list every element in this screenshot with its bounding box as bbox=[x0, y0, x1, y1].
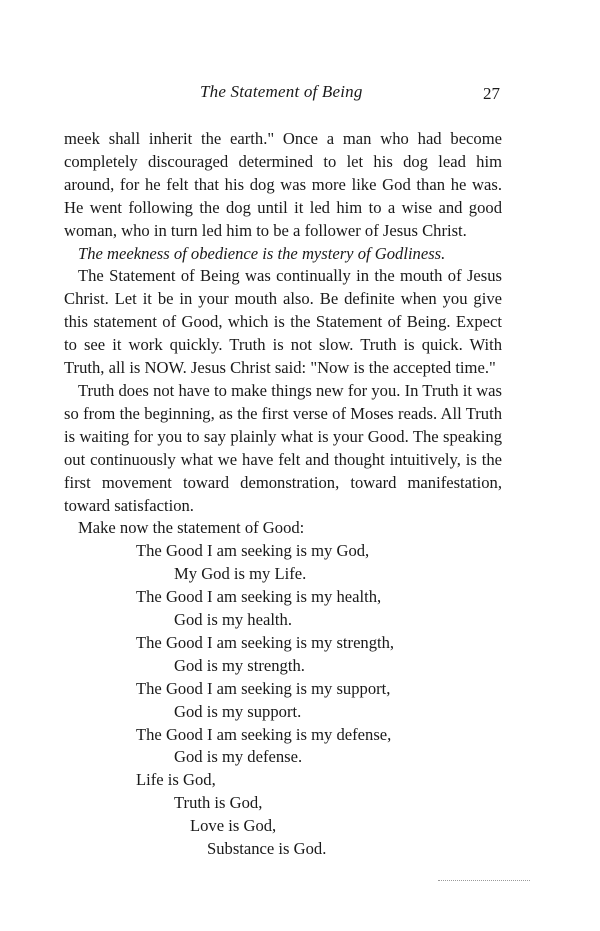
statement-intro: Make now the statement of Good: bbox=[78, 518, 305, 538]
verse-line: God is my health. bbox=[174, 610, 292, 630]
verse-line: God is my strength. bbox=[174, 655, 305, 675]
verse-line: Love is God, bbox=[190, 816, 277, 836]
verse-line: God is my support. bbox=[174, 701, 302, 721]
italic-maxim: The meekness of obedience is the mystery of Godliness. bbox=[78, 243, 446, 263]
body-text bbox=[64, 128, 502, 861]
verse-line: Substance is God. bbox=[207, 839, 327, 859]
page-number: 27 bbox=[483, 84, 500, 103]
paragraph-continuation: meek shall inherit the earth." Once a man who had become completely discouraged determined to let his dog lead him around, for he felt that his dog was more like God than he was. He went following the dog until it led him to a wise and good woman, who in turn led him to be a follower of Jesus Christ. bbox=[64, 129, 502, 240]
footer-dotted-rule bbox=[438, 880, 530, 881]
running-header bbox=[0, 82, 600, 106]
verse-line: God is my defense. bbox=[174, 747, 303, 767]
chapter-running-title: The Statement of Being bbox=[200, 82, 363, 101]
verse-line: The Good I am seeking is my defense, bbox=[136, 724, 392, 744]
paragraph: Truth does not have to make things new for you. In Truth it was so from the beginning, as the first verse of Moses reads. All Truth is waiting for you to say plainly what is your Good. The speaking out continuously what we have felt and thought intuitively, is the first movement toward demonstration, toward manifestation, toward satisfaction. bbox=[64, 380, 502, 515]
verse-line: The Good I am seeking is my support, bbox=[136, 678, 391, 698]
verse-line: My God is my Life. bbox=[174, 564, 307, 584]
verse-line: Truth is God, bbox=[174, 793, 263, 813]
verse-line: The Good I am seeking is my God, bbox=[136, 541, 370, 561]
paragraph: The Statement of Being was continually in the mouth of Jesus Christ. Let it be in your mouth also. Be definite when you give this statement of Good, which is the Statement of Being. Expect to see it work quickly. Truth is not slow. Truth is quick. With Truth, all is NOW. Jesus Christ said: "Now is the accepted time." bbox=[64, 266, 502, 378]
verse-line: The Good I am seeking is my health, bbox=[136, 587, 382, 607]
verse-line: The Good I am seeking is my strength, bbox=[136, 632, 395, 652]
verse-line: Life is God, bbox=[136, 770, 216, 790]
statement-of-good bbox=[64, 540, 502, 861]
